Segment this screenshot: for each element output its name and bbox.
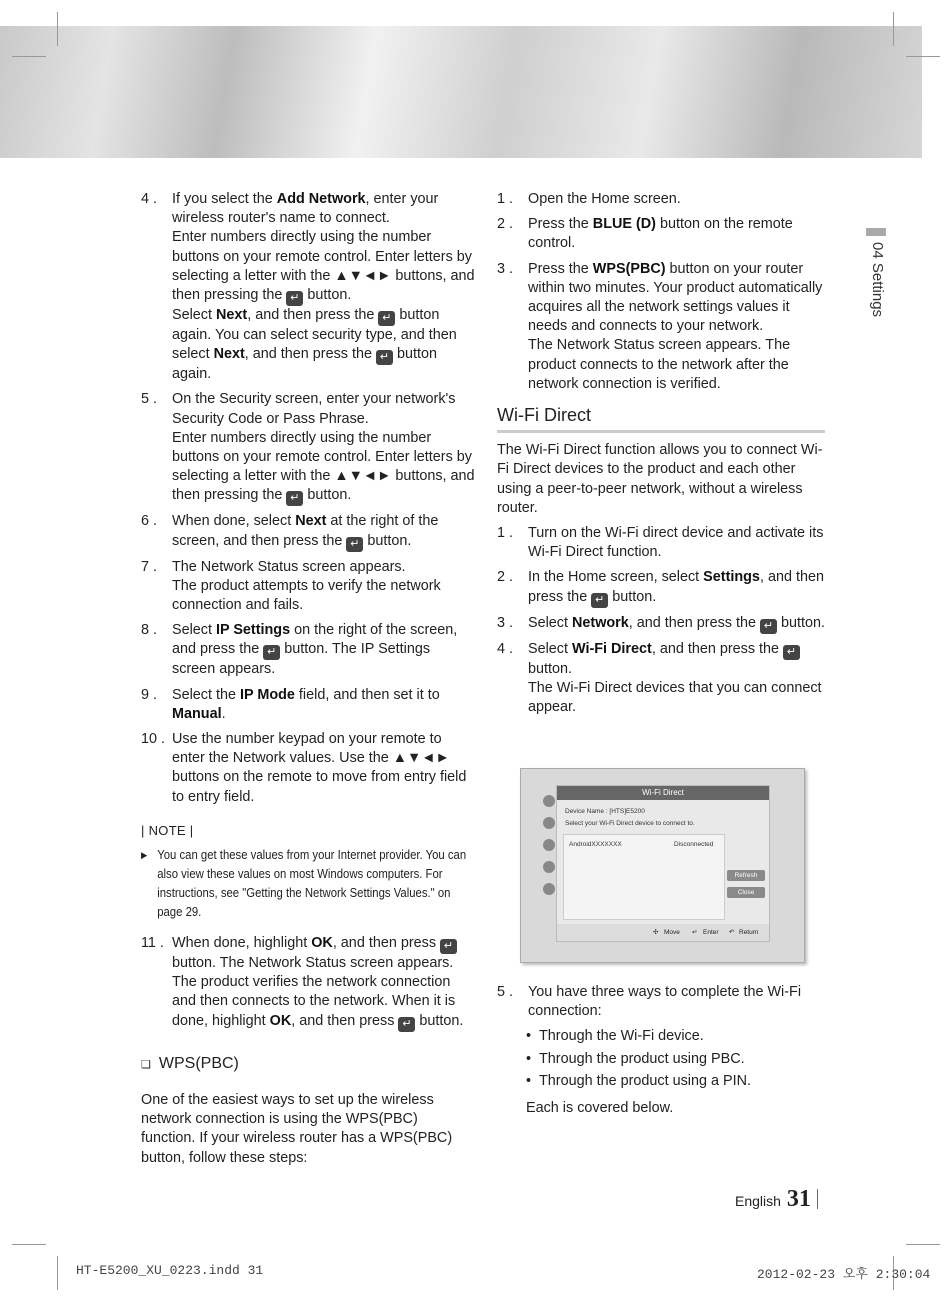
wifi-step-3 xyxy=(497,640,827,718)
bullet-dot-icon: • xyxy=(526,1072,532,1089)
step-text: Turn on the Wi-Fi direct device and activate its Wi-Fi Direct function. xyxy=(528,525,824,561)
menu-icon xyxy=(543,883,555,895)
step-number: 3 . xyxy=(497,614,513,631)
step-number: 1 . xyxy=(497,191,513,207)
move-label: Move xyxy=(664,929,680,936)
enter-key-icon: ↵ xyxy=(760,619,777,634)
move-icon: ✣ xyxy=(653,929,659,936)
page-footer xyxy=(735,1186,818,1213)
wifi-direct-title: Wi-Fi Direct xyxy=(497,406,825,433)
wifi-step-1 xyxy=(497,568,827,607)
step-number: 9 . xyxy=(141,686,157,703)
note xyxy=(141,846,477,922)
bullet-text: Through the product using a PIN. xyxy=(539,1072,751,1089)
enter-key-icon: ↵ xyxy=(398,1017,415,1032)
step-text: Select the IP Mode field, and then set it to Manual. xyxy=(172,686,440,722)
step-text: In the Home screen, select Settings, and then press the ↵ button. xyxy=(528,569,824,606)
wifi-steps xyxy=(497,524,827,717)
wifi-bullet-1 xyxy=(497,1050,827,1069)
step-text: Select Network, and then press the ↵ button. xyxy=(528,614,825,632)
left-step-4 xyxy=(141,621,476,679)
left-step-6 xyxy=(141,730,476,807)
step-text: When done, select Next at the right of the screen, and then press the ↵ button. xyxy=(172,513,439,550)
wifi-direct-screenshot xyxy=(520,768,805,963)
bullet-text: Through the Wi-Fi device. xyxy=(539,1028,704,1045)
enter-key-icon: ↵ xyxy=(378,311,395,326)
dialog-instruction: Select your Wi-Fi Direct device to connect to. xyxy=(565,820,695,827)
left-step-0 xyxy=(141,190,476,384)
step-11 xyxy=(141,934,476,1032)
wps-heading xyxy=(141,1054,476,1075)
wps-intro: One of the easiest ways to set up the wireless network connection is using the WPS(PBC) function. If your wireless router has a WPS(PBC) button, follow these steps: xyxy=(141,1091,453,1166)
dialog-footer xyxy=(557,924,769,941)
step-number: 5 . xyxy=(141,391,157,408)
crop-mark xyxy=(57,12,58,46)
chapter-label: 04 Settings xyxy=(869,242,886,318)
crop-mark xyxy=(906,1244,940,1245)
menu-icon xyxy=(543,817,555,829)
step-text: Open the Home screen. xyxy=(528,191,681,207)
right-step-0 xyxy=(497,190,827,209)
menu-icon xyxy=(543,839,555,851)
enter-key-icon: ↵ xyxy=(591,593,608,608)
wifi-step-0 xyxy=(497,524,827,562)
step-text: The Network Status screen appears. The product attempts to verify the network connection and fails. xyxy=(172,558,441,614)
device-list xyxy=(563,834,725,920)
step11-0 xyxy=(141,934,476,1032)
bullet-text: Through the product using PBC. xyxy=(539,1050,745,1067)
return-icon: ↶ xyxy=(729,929,735,936)
crop-mark xyxy=(57,1256,58,1290)
left-step-5 xyxy=(141,686,476,724)
left-steps xyxy=(141,190,476,807)
crop-mark xyxy=(893,12,894,46)
step-text: If you select the Add Network, enter your wireless router's name to connect. Enter numbers directly using the number buttons on your remote control. Enter letters by selecting a letter with the ▲▼◄► buttons, and then pressing the ↵ button. Select Next, and then press the ↵ button again. You can select security type, and then select Next, and then press the ↵ button again. xyxy=(172,191,475,383)
enter-icon: ↵ xyxy=(692,929,698,936)
footer-language: English xyxy=(735,1193,781,1209)
step-number: 3 . xyxy=(497,260,513,277)
note-heading: | NOTE | xyxy=(141,822,194,838)
step-text: Select IP Settings on the right of the screen, and press the ↵ button. The IP Settings screen appears. xyxy=(172,622,458,678)
wifi-step-5 xyxy=(497,983,827,1021)
device-status: Disconnected xyxy=(674,841,714,848)
wifi-bullet-0 xyxy=(497,1027,827,1046)
left-column xyxy=(141,190,476,1174)
crop-mark xyxy=(12,56,46,57)
step-number: 10 . xyxy=(141,731,166,748)
step-text: Select Wi-Fi Direct, and then press the ↵ button. The Wi-Fi Direct devices that you can connect appear. xyxy=(528,640,822,716)
return-label: Return xyxy=(739,929,759,936)
step-text: Use the number keypad on your remote to enter the Network values. Use the ▲▼◄► buttons on the remote to move from entry field to entry field. xyxy=(172,731,467,805)
wifi-bullet-2 xyxy=(497,1072,827,1091)
right-column-bottom xyxy=(497,983,827,1124)
refresh-button[interactable]: Refresh xyxy=(727,870,765,881)
crop-mark xyxy=(12,1244,46,1245)
crop-mark xyxy=(906,56,940,57)
step-number: 4 . xyxy=(497,640,513,657)
enter-key-icon: ↵ xyxy=(263,645,280,660)
wifi-step5-0 xyxy=(497,983,827,1021)
step-number: 5 . xyxy=(497,984,513,1000)
step-text: You have three ways to complete the Wi-Fi connection: xyxy=(528,984,802,1020)
gear-icon xyxy=(543,861,555,873)
device-name: Device Name : [HTS]E5200 xyxy=(565,808,645,815)
step-number: 2 . xyxy=(497,569,513,586)
right-column xyxy=(497,190,827,723)
bullet-dot-icon: • xyxy=(526,1050,532,1067)
dialog-title: Wi-Fi Direct xyxy=(557,786,769,800)
enter-key-icon: ↵ xyxy=(440,939,457,954)
step-number: 7 . xyxy=(141,558,157,575)
step-number: 4 . xyxy=(141,191,157,207)
enter-key-icon: ↵ xyxy=(346,537,363,552)
step-number: 2 . xyxy=(497,216,513,233)
triangle-bullet-icon: ▶ xyxy=(141,850,148,861)
close-button[interactable]: Close xyxy=(727,887,765,898)
right-step-1 xyxy=(497,215,827,253)
step-number: 11 . xyxy=(141,935,164,952)
slug-file: HT-E5200_XU_0223.indd 31 xyxy=(76,1263,264,1278)
footer-rule xyxy=(817,1189,818,1209)
step-text: When done, highlight OK, and then press ↵ button. The Network Status screen appears. The product verifies the network connection and then connects to the network. When it is done, highlight OK, and then press ↵ button. xyxy=(172,935,464,1030)
wifi-direct-intro: The Wi-Fi Direct function allows you to connect Wi-Fi Direct devices to the product and each other using a peer-to-peer network, without a wireless router. xyxy=(497,442,823,516)
device-item[interactable]: AndroidXXXXXXX xyxy=(569,841,622,848)
left-step-1 xyxy=(141,390,476,506)
home-menu-icons xyxy=(543,795,557,905)
step-number: 8 . xyxy=(141,622,157,639)
slug-date: 2012-02-23 오후 2:30:04 xyxy=(757,1267,931,1282)
wps-heading-text: WPS(PBC) xyxy=(158,1054,239,1072)
wifi-outro: Each is covered below. xyxy=(526,1100,674,1117)
enter-key-icon: ↵ xyxy=(286,291,303,306)
checkbox-square-icon: ❑ xyxy=(141,1058,151,1071)
bullet-dot-icon: • xyxy=(526,1028,532,1045)
wifi-step-2 xyxy=(497,614,827,634)
step-number: 6 . xyxy=(141,513,157,530)
chapter-tab-bar xyxy=(866,228,886,236)
left-step-3 xyxy=(141,558,476,616)
step-text: Press the WPS(PBC) button on your router within two minutes. Your product automatically acquires all the network settings values it needs and connects to your network. The Network Status screen appears. The product connects to the network after the network connection is verified. xyxy=(528,260,823,392)
wifi-bullets xyxy=(497,1027,827,1091)
enter-key-icon: ↵ xyxy=(286,491,303,506)
right-step-2 xyxy=(497,260,827,394)
right-steps xyxy=(497,190,827,394)
note-text: You can get these values from your Internet provider. You can also view these values on most Windows computers. For instructions, see "Getting the Network Settings Values." on page 29. xyxy=(157,848,467,920)
step-text: Press the BLUE (D) button on the remote control. xyxy=(528,216,793,252)
page-number: 31 xyxy=(786,1186,811,1212)
enter-label: Enter xyxy=(703,929,719,936)
header-banner xyxy=(0,26,922,158)
menu-icon xyxy=(543,795,555,807)
step-text: On the Security screen, enter your network's Security Code or Pass Phrase. Enter numbers directly using the number buttons on your remote control. Enter letters by selecting a letter with the ▲▼◄► buttons, and then pressing the ↵ button. xyxy=(172,391,475,505)
enter-key-icon: ↵ xyxy=(376,350,393,365)
wifi-direct-dialog xyxy=(556,785,770,942)
left-step-2 xyxy=(141,512,476,551)
enter-key-icon: ↵ xyxy=(783,645,800,660)
step-number: 1 . xyxy=(497,525,513,542)
